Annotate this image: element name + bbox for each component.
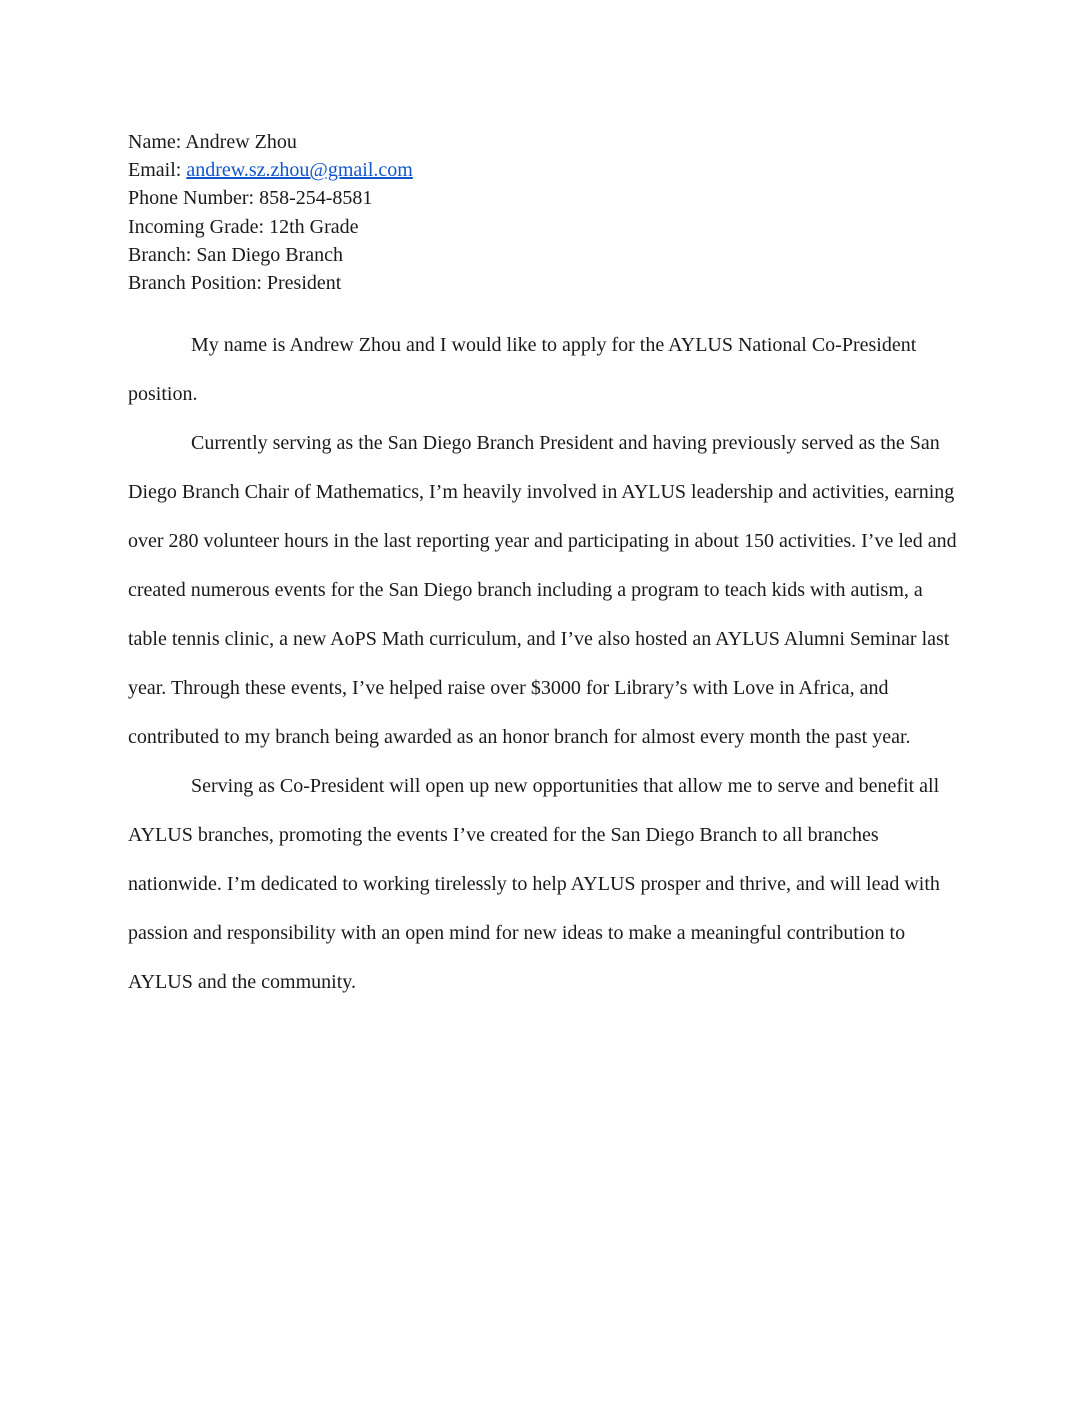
name-line	[128, 128, 958, 156]
branch-line	[128, 241, 958, 269]
paragraph-goals: Serving as Co-President will open up new opportunities that allow me to serve and benefit all AYLUS branches, promoting the events I’ve created for the San Diego Branch to all branches nationwide. I’m dedicated to working tirelessly to help AYLUS prosper and thrive, and will lead with passion and responsibility with an open mind for new ideas to make a meaningful contribution to AYLUS and the community.	[128, 775, 940, 994]
applicant-info	[128, 128, 958, 297]
position-label: Branch Position:	[128, 272, 262, 295]
grade-value: 12th Grade	[269, 215, 359, 238]
phone-value: 858-254-8581	[259, 187, 373, 210]
phone-label: Phone Number:	[128, 187, 255, 210]
email-line	[128, 156, 958, 184]
branch-value: San Diego Branch	[196, 243, 343, 266]
position-value: President	[266, 272, 342, 295]
phone-line	[128, 184, 958, 212]
grade-line	[128, 213, 958, 241]
email-label: Email:	[128, 159, 182, 182]
paragraph-intro: My name is Andrew Zhou and I would like to apply for the AYLUS National Co-President position.	[128, 334, 917, 406]
name-value: Andrew Zhou	[185, 131, 297, 153]
name-label: Name:	[128, 131, 182, 153]
email-link[interactable]: andrew.sz.zhou@gmail.com	[186, 159, 413, 182]
document-content	[128, 128, 958, 1007]
branch-label: Branch:	[128, 243, 192, 266]
grade-label: Incoming Grade:	[128, 215, 265, 238]
position-line	[128, 269, 958, 297]
paragraph-experience: Currently serving as the San Diego Branch President and having previously served as the San Diego Branch Chair of Mathematics, I’m heavily involved in AYLUS leadership and activities, earning over 280 volunteer hours in the last reporting year and participating in about 150 activities. I’ve led and created numerous events for the San Diego branch including a program to teach kids with autism, a table tennis clinic, a new AoPS Math curriculum, and I’ve also hosted an AYLUS Alumni Seminar last year. Through these events, I’ve helped raise over $3000 for Library’s with Love in Africa, and contributed to my branch being awarded as an honor branch for almost every month the past year.	[128, 432, 957, 749]
